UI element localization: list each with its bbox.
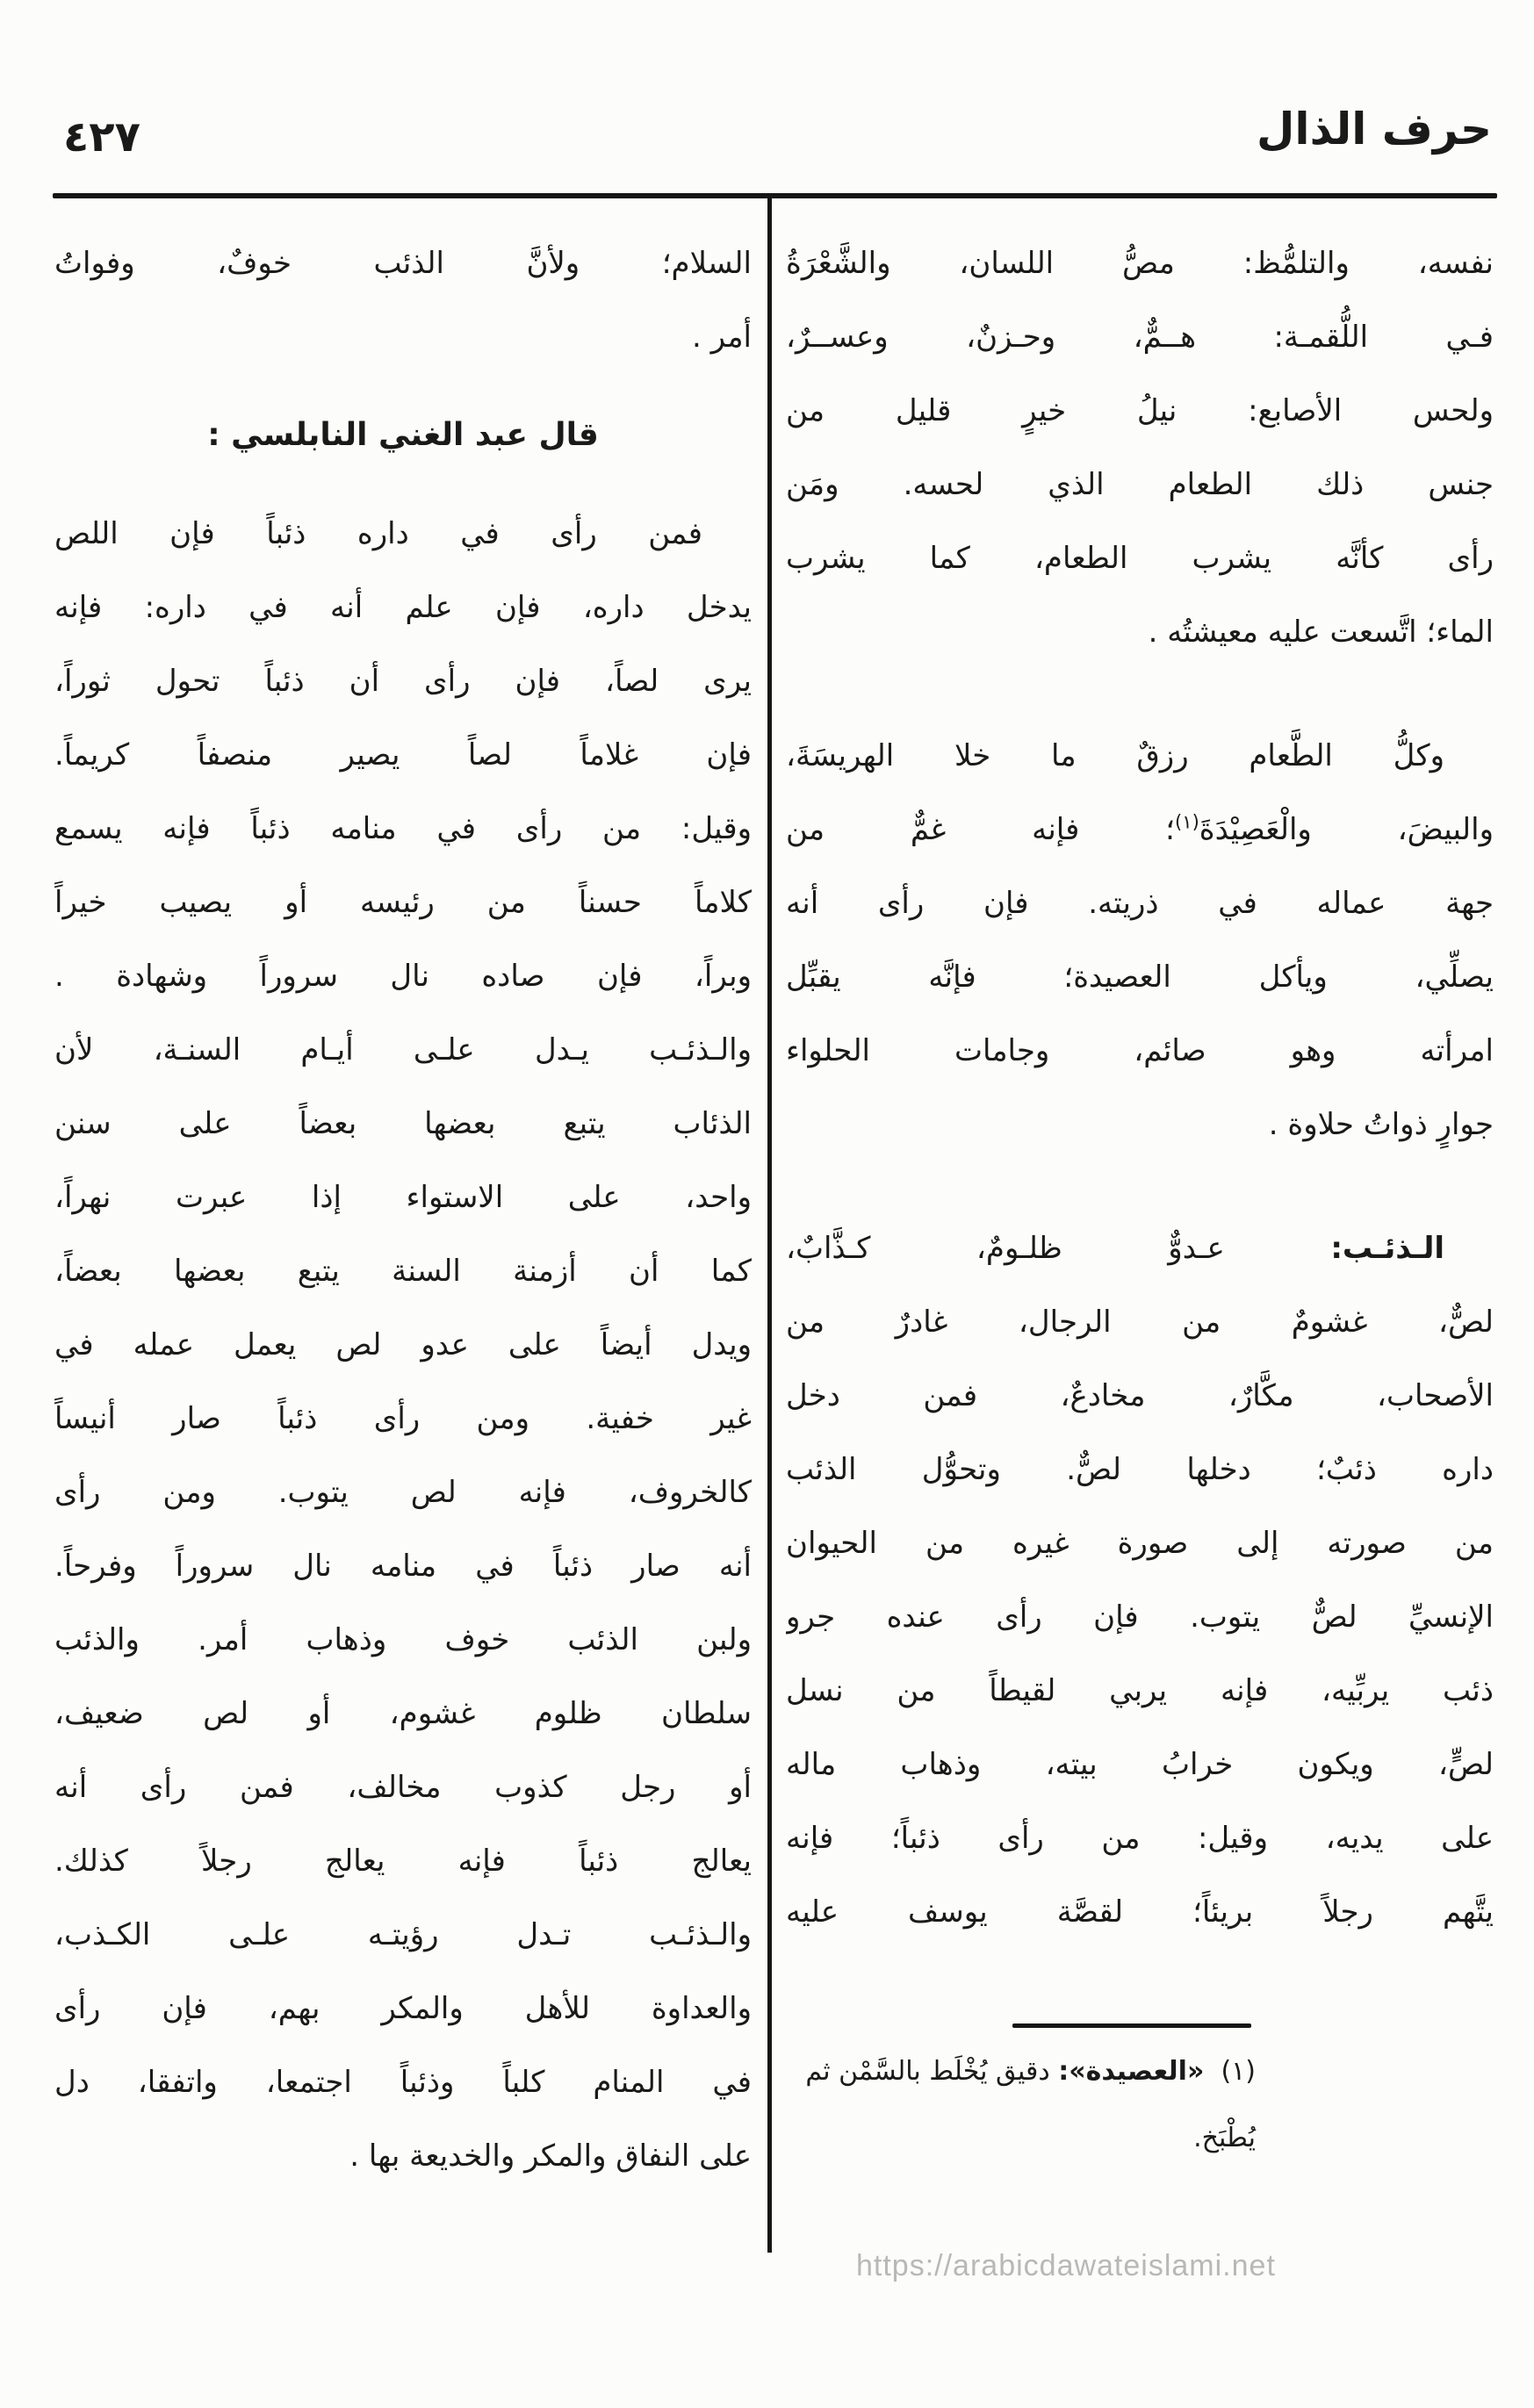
text-line: وقيل: من رأى في منامه ذئباً فإنه يسمع [54,811,752,846]
text-line: جهة عماله في ذريته. فإن رأى أنه [786,886,1494,921]
text-line: من صورته إلى صورة غيره من الحيوان [786,1526,1494,1561]
footnote [777,2038,1256,2172]
right-column [786,226,1494,1949]
text-line: كما أن أزمنة السنة يتبع بعضها بعضاً، [54,1254,752,1289]
section-heading: قال عبد الغني النابلسي : [207,417,599,453]
text-line: فإن غلاماً لصاً يصير منصفاً كريماً. [54,737,752,773]
footnote-marker: (١) [1221,2056,1256,2087]
chapter-title: حرف الذال [1257,104,1492,155]
text-line: أو رجل كذوب مخالف، فمن رأى أنه [54,1770,752,1805]
text-line: السلام؛ ولأنَّ الذئب خوفٌ، وفواتُ [54,246,752,281]
text-line: يصلِّي، ويأكل العصيدة؛ فإنَّه يقبِّل [786,960,1494,995]
text-line: ولبن الذئب خوف وذهاب أمر. والذئب [54,1622,752,1657]
bold-lead-word: الـذئـب: [1330,1231,1444,1266]
text-line: ذئب يربِّيه، فإنه يربي لقيطاً من نسل [786,1673,1494,1708]
text-line: الماء؛ اتَّسعت عليه معيشتُه . [1148,615,1494,650]
text-line: الـذئـب: عـدوٌّ ظلـومٌ، كـذَّابٌ، [786,1231,1444,1266]
text-line: جنس ذلك الطعام الذي لحسه. ومَن [786,467,1494,502]
footnote-text: دقيق يُخْلَط بالسَّمْن ثم [805,2056,1059,2087]
text-line: على يديه، وقيل: من رأى ذئباً؛ فإنه [786,1821,1494,1856]
text-line: كالخروف، فإنه لص يتوب. ومن رأى [54,1475,752,1510]
text-line: رأى كأنَّه يشرب الطعام، كما يشرب [786,541,1494,576]
text-line: أمر . [691,320,752,355]
footnote-line [777,2038,1256,2105]
left-column [54,226,752,2193]
page-number: ٤٢٧ [63,112,140,162]
text-line: فـي اللُّقمـة: هــمٌّ، وحـزنٌ، وعســرٌ، [786,320,1494,355]
footnote-text-2: يُطْبَخ. [1193,2123,1256,2153]
text-line: يعالج ذئباً فإنه يعالج رجلاً كذلك. [54,1844,752,1879]
text-line: الإنسيِّ لصٌّ يتوب. فإن رأى عنده جرو [786,1599,1494,1635]
text-line: الأصحاب، مكَّارٌ، مخادعٌ، فمن دخل [786,1378,1494,1413]
text-line: وكلُّ الطَّعام رزقٌ ما خلا الهريسَةَ، [786,738,1444,773]
footnote-rule [1012,2023,1251,2028]
text-line: أنه صار ذئباً في منامه نال سروراً وفرحاً. [54,1549,752,1584]
text-line: كلاماً حسناً من رئيسه أو يصيب خيراً [54,885,752,920]
text-line: يدخل داره، فإن علم أنه في داره: فإنه [54,590,752,625]
text-line: على النفاق والمكر والخديعة بها . [349,2138,752,2174]
text-line: والعداوة للأهل والمكر بهم، فإن رأى [54,1991,752,2026]
text-line: لصٌّ، غشومٌ من الرجال، غادرٌ من [786,1305,1494,1340]
text-line: ولحس الأصابع: نيلُ خيرٍ قليل من [786,393,1494,428]
text-line: يرى لصاً، فإن رأى أن ذئباً تحول ثوراً، [54,664,752,699]
text-line: والبيضَ، والْعَصِيْدَةَ$^{(١)}$؛ فإنه غمٌّ من [786,810,1494,847]
text-line: فمن رأى في داره ذئباً فإن اللص [54,516,702,551]
text-line: ويدل أيضاً على عدو لص يعمل عمله في [54,1327,752,1362]
text-line: والـذئـب يـدل علـى أيـام السنـة، لأن [54,1032,752,1067]
text-line: لصٍّ، ويكون خرابُ بيته، وذهاب ماله [786,1747,1494,1782]
footnote-line [777,2105,1256,2172]
text-line: الذئاب يتبع بعضها بعضاً على سنن [54,1106,752,1141]
text-line: نفسه، والتلمُّظ: مصُّ اللسان، والشَّعْرَةُ [786,246,1494,281]
text-line: جوارٍ ذواتُ حلاوة . [1268,1107,1494,1142]
text-line: واحد، على الاستواء إذا عبرت نهراً، [54,1180,752,1215]
text-line: داره ذئبٌ؛ دخلها لصٌّ. وتحوُّل الذئب [786,1452,1494,1487]
text-line: والـذئـب تـدل رؤيتـه علـى الكـذب، [54,1917,752,1952]
text-line: سلطان ظلوم غشوم، أو لص ضعيف، [54,1696,752,1731]
text-line: غير خفية. ومن رأى ذئباً صار أنيساً [54,1401,752,1436]
text-line: امرأته وهو صائم، وجامات الحلواء [786,1033,1494,1068]
text-line: في المنام كلباً وذئباً اجتمعا، واتفقا، دل [54,2065,752,2100]
column-divider [767,195,772,2253]
text-line: يتَّهم رجلاً بريئاً؛ لقصَّة يوسف عليه [786,1894,1494,1930]
footnote-ref-marker: (١) [1175,810,1199,833]
watermark-url: https://arabicdawateislami.net [856,2249,1276,2282]
header-rule [53,193,1497,198]
text-line: وبراً، فإن صاده نال سروراً وشهادة . [54,959,752,994]
footnote-term: «العصيدة»: [1058,2056,1205,2087]
